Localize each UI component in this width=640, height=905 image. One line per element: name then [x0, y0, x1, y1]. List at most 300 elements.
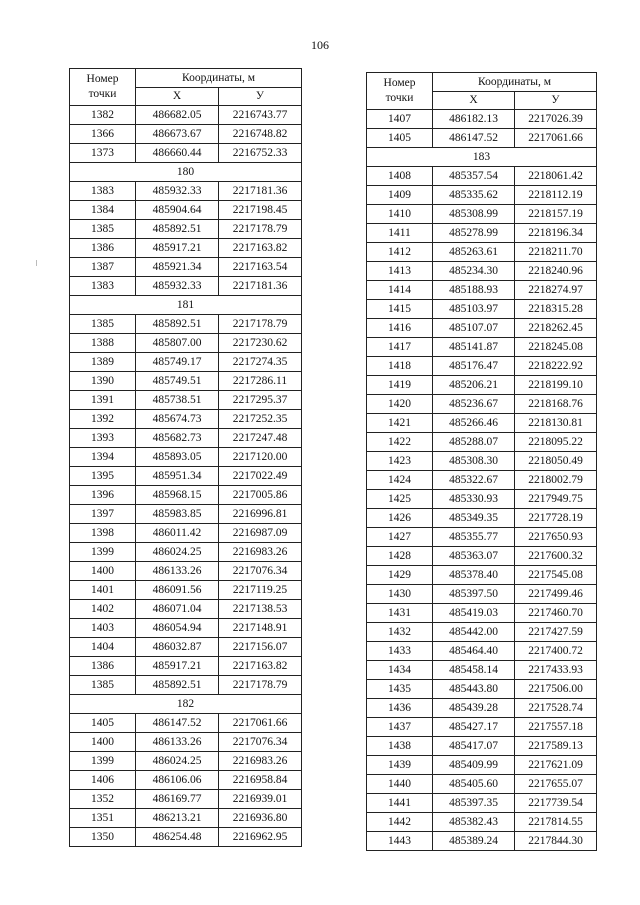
y-coordinate-cell: 2217076.34 [219, 733, 302, 752]
point-number-cell: 1400 [70, 562, 136, 581]
y-coordinate-cell: 2216752.33 [219, 144, 302, 163]
y-coordinate-cell: 2217120.00 [219, 448, 302, 467]
y-coordinate-cell: 2217252.35 [219, 410, 302, 429]
point-number-cell: 1403 [70, 619, 136, 638]
group-label: 183 [367, 148, 597, 167]
y-coordinate-cell: 2217119.25 [219, 581, 302, 600]
point-number-cell: 1406 [70, 771, 136, 790]
x-coordinate-cell: 486673.67 [136, 125, 219, 144]
table-row [70, 448, 302, 467]
y-coordinate-cell: 2216983.26 [219, 543, 302, 562]
point-number-cell: 1399 [70, 752, 136, 771]
group-row [70, 163, 302, 182]
x-coordinate-cell: 485983.85 [136, 505, 219, 524]
table-row [367, 718, 597, 737]
y-coordinate-cell: 2218002.79 [515, 471, 597, 490]
point-number-cell: 1395 [70, 467, 136, 486]
table-row [367, 186, 597, 205]
point-number-cell: 1402 [70, 600, 136, 619]
point-number-cell: 1350 [70, 828, 136, 847]
header-coordinates: Координаты, м [136, 69, 302, 88]
y-coordinate-cell: 2217589.13 [515, 737, 597, 756]
x-coordinate-cell: 486133.26 [136, 733, 219, 752]
table-row [70, 353, 302, 372]
point-number-cell: 1442 [367, 813, 433, 832]
y-coordinate-cell: 2218199.10 [515, 376, 597, 395]
x-coordinate-cell: 485464.40 [433, 642, 515, 661]
y-coordinate-cell: 2216962.95 [219, 828, 302, 847]
point-number-cell: 1385 [70, 315, 136, 334]
y-coordinate-cell: 2217433.93 [515, 661, 597, 680]
y-coordinate-cell: 2217178.79 [219, 315, 302, 334]
y-coordinate-cell: 2217274.35 [219, 353, 302, 372]
point-number-cell: 1407 [367, 110, 433, 129]
table-row [367, 433, 597, 452]
x-coordinate-cell: 486660.44 [136, 144, 219, 163]
point-number-cell: 1440 [367, 775, 433, 794]
x-coordinate-cell: 485405.60 [433, 775, 515, 794]
header-point-number-text: Номер точки [383, 77, 416, 104]
x-coordinate-cell: 485409.99 [433, 756, 515, 775]
y-coordinate-cell: 2217600.32 [515, 547, 597, 566]
table-row [70, 638, 302, 657]
point-number-cell: 1373 [70, 144, 136, 163]
y-coordinate-cell: 2218315.28 [515, 300, 597, 319]
table-row [70, 144, 302, 163]
point-number-cell: 1427 [367, 528, 433, 547]
y-coordinate-cell: 2217022.49 [219, 467, 302, 486]
x-coordinate-cell: 485674.73 [136, 410, 219, 429]
y-coordinate-cell: 2217163.54 [219, 258, 302, 277]
y-coordinate-cell: 2218240.96 [515, 262, 597, 281]
table-row [70, 467, 302, 486]
table-body-right [367, 110, 597, 851]
group-row [70, 296, 302, 315]
x-coordinate-cell: 486106.06 [136, 771, 219, 790]
y-coordinate-cell: 2217026.39 [515, 110, 597, 129]
x-coordinate-cell: 485335.62 [433, 186, 515, 205]
y-coordinate-cell: 2218211.70 [515, 243, 597, 262]
table-row [367, 566, 597, 585]
table-row [367, 813, 597, 832]
header-point-number [367, 73, 433, 110]
header-x: X [136, 87, 219, 106]
y-coordinate-cell: 2217061.66 [219, 714, 302, 733]
x-coordinate-cell: 486147.52 [136, 714, 219, 733]
table-body-left [70, 106, 302, 847]
table-row [367, 832, 597, 851]
point-number-cell: 1393 [70, 429, 136, 448]
x-coordinate-cell: 485738.51 [136, 391, 219, 410]
table-row [367, 794, 597, 813]
table-row [70, 410, 302, 429]
table-row [367, 452, 597, 471]
point-number-cell: 1404 [70, 638, 136, 657]
y-coordinate-cell: 2217528.74 [515, 699, 597, 718]
y-coordinate-cell: 2217295.37 [219, 391, 302, 410]
x-coordinate-cell: 485308.30 [433, 452, 515, 471]
table-row [70, 239, 302, 258]
y-coordinate-cell: 2217286.11 [219, 372, 302, 391]
y-coordinate-cell: 2217814.55 [515, 813, 597, 832]
table-row [70, 676, 302, 695]
y-coordinate-cell: 2217728.19 [515, 509, 597, 528]
x-coordinate-cell: 485263.61 [433, 243, 515, 262]
group-row [367, 148, 597, 167]
point-number-cell: 1383 [70, 277, 136, 296]
x-coordinate-cell: 486213.21 [136, 809, 219, 828]
y-coordinate-cell: 2217557.18 [515, 718, 597, 737]
y-coordinate-cell: 2217506.00 [515, 680, 597, 699]
y-coordinate-cell: 2216958.84 [219, 771, 302, 790]
x-coordinate-cell: 485917.21 [136, 657, 219, 676]
point-number-cell: 1385 [70, 220, 136, 239]
y-coordinate-cell: 2217621.09 [515, 756, 597, 775]
table-row [367, 205, 597, 224]
y-coordinate-cell: 2217148.91 [219, 619, 302, 638]
point-number-cell: 1432 [367, 623, 433, 642]
x-coordinate-cell: 485951.34 [136, 467, 219, 486]
table-row [367, 585, 597, 604]
table-row [367, 509, 597, 528]
x-coordinate-cell: 486024.25 [136, 752, 219, 771]
x-coordinate-cell: 485807.00 [136, 334, 219, 353]
x-coordinate-cell: 486682.05 [136, 106, 219, 125]
table-row [367, 262, 597, 281]
point-number-cell: 1436 [367, 699, 433, 718]
y-coordinate-cell: 2217198.45 [219, 201, 302, 220]
y-coordinate-cell: 2217427.59 [515, 623, 597, 642]
header-x: X [433, 91, 515, 110]
y-coordinate-cell: 2217181.36 [219, 182, 302, 201]
y-coordinate-cell: 2218196.34 [515, 224, 597, 243]
point-number-cell: 1394 [70, 448, 136, 467]
table-row [70, 201, 302, 220]
x-coordinate-cell: 485904.64 [136, 201, 219, 220]
point-number-cell: 1421 [367, 414, 433, 433]
point-number-cell: 1366 [70, 125, 136, 144]
table-row [367, 376, 597, 395]
table-row [367, 680, 597, 699]
point-number-cell: 1423 [367, 452, 433, 471]
point-number-cell: 1386 [70, 657, 136, 676]
point-number-cell: 1419 [367, 376, 433, 395]
x-coordinate-cell: 485892.51 [136, 315, 219, 334]
y-coordinate-cell: 2217138.53 [219, 600, 302, 619]
point-number-cell: 1351 [70, 809, 136, 828]
table-row [367, 224, 597, 243]
point-number-cell: 1443 [367, 832, 433, 851]
table-row [367, 338, 597, 357]
point-number-cell: 1382 [70, 106, 136, 125]
point-number-cell: 1434 [367, 661, 433, 680]
y-coordinate-cell: 2217460.70 [515, 604, 597, 623]
x-coordinate-cell: 485389.24 [433, 832, 515, 851]
x-coordinate-cell: 485968.15 [136, 486, 219, 505]
table-row [70, 182, 302, 201]
x-coordinate-cell: 485417.07 [433, 737, 515, 756]
point-number-cell: 1425 [367, 490, 433, 509]
table-row [70, 391, 302, 410]
x-coordinate-cell: 485892.51 [136, 220, 219, 239]
table-row [70, 771, 302, 790]
x-coordinate-cell: 485442.00 [433, 623, 515, 642]
x-coordinate-cell: 485363.07 [433, 547, 515, 566]
y-coordinate-cell: 2218262.45 [515, 319, 597, 338]
y-coordinate-cell: 2217844.30 [515, 832, 597, 851]
y-coordinate-cell: 2217739.54 [515, 794, 597, 813]
x-coordinate-cell: 485308.99 [433, 205, 515, 224]
table-row [367, 528, 597, 547]
header-coordinates: Координаты, м [433, 73, 597, 92]
y-coordinate-cell: 2217949.75 [515, 490, 597, 509]
table-row [367, 281, 597, 300]
group-label: 181 [70, 296, 302, 315]
table-row [367, 490, 597, 509]
header-y: У [515, 91, 597, 110]
point-number-cell: 1415 [367, 300, 433, 319]
table-row [70, 315, 302, 334]
x-coordinate-cell: 485103.97 [433, 300, 515, 319]
point-number-cell: 1426 [367, 509, 433, 528]
point-number-cell: 1405 [367, 129, 433, 148]
y-coordinate-cell: 2217650.93 [515, 528, 597, 547]
table-row [70, 581, 302, 600]
header-point-number [70, 69, 136, 106]
table-row [70, 619, 302, 638]
y-coordinate-cell: 2217499.46 [515, 585, 597, 604]
y-coordinate-cell: 2218095.22 [515, 433, 597, 452]
table-row [367, 661, 597, 680]
x-coordinate-cell: 486182.13 [433, 110, 515, 129]
point-number-cell: 1383 [70, 182, 136, 201]
point-number-cell: 1392 [70, 410, 136, 429]
table-row [367, 547, 597, 566]
table-row [70, 277, 302, 296]
x-coordinate-cell: 486091.56 [136, 581, 219, 600]
point-number-cell: 1391 [70, 391, 136, 410]
point-number-cell: 1437 [367, 718, 433, 737]
table-row [70, 790, 302, 809]
x-coordinate-cell: 485749.51 [136, 372, 219, 391]
x-coordinate-cell: 485206.21 [433, 376, 515, 395]
point-number-cell: 1400 [70, 733, 136, 752]
table-row [70, 562, 302, 581]
y-coordinate-cell: 2217655.07 [515, 775, 597, 794]
x-coordinate-cell: 485288.07 [433, 433, 515, 452]
point-number-cell: 1397 [70, 505, 136, 524]
x-coordinate-cell: 485357.54 [433, 167, 515, 186]
x-coordinate-cell: 486024.25 [136, 543, 219, 562]
y-coordinate-cell: 2216983.26 [219, 752, 302, 771]
coordinates-table-right [366, 72, 597, 851]
y-coordinate-cell: 2217005.86 [219, 486, 302, 505]
x-coordinate-cell: 485893.05 [136, 448, 219, 467]
x-coordinate-cell: 486254.48 [136, 828, 219, 847]
point-number-cell: 1420 [367, 395, 433, 414]
point-number-cell: 1386 [70, 239, 136, 258]
table-row [367, 471, 597, 490]
table-row [367, 129, 597, 148]
table-row [70, 524, 302, 543]
table-row [70, 220, 302, 239]
x-coordinate-cell: 485397.35 [433, 794, 515, 813]
y-coordinate-cell: 2218168.76 [515, 395, 597, 414]
x-coordinate-cell: 486011.42 [136, 524, 219, 543]
table-row [70, 714, 302, 733]
table-row [70, 600, 302, 619]
point-number-cell: 1411 [367, 224, 433, 243]
point-number-cell: 1429 [367, 566, 433, 585]
y-coordinate-cell: 2216936.80 [219, 809, 302, 828]
point-number-cell: 1416 [367, 319, 433, 338]
point-number-cell: 1418 [367, 357, 433, 376]
point-number-cell: 1408 [367, 167, 433, 186]
point-number-cell: 1413 [367, 262, 433, 281]
x-coordinate-cell: 485322.67 [433, 471, 515, 490]
x-coordinate-cell: 485917.21 [136, 239, 219, 258]
y-coordinate-cell: 2217181.36 [219, 277, 302, 296]
x-coordinate-cell: 486133.26 [136, 562, 219, 581]
point-number-cell: 1405 [70, 714, 136, 733]
point-number-cell: 1398 [70, 524, 136, 543]
x-coordinate-cell: 485188.93 [433, 281, 515, 300]
x-coordinate-cell: 485234.30 [433, 262, 515, 281]
table-row [367, 319, 597, 338]
table-row [367, 357, 597, 376]
coordinates-table-left [69, 68, 302, 847]
table-row [367, 737, 597, 756]
y-coordinate-cell: 2217230.62 [219, 334, 302, 353]
y-coordinate-cell: 2217545.08 [515, 566, 597, 585]
x-coordinate-cell: 486054.94 [136, 619, 219, 638]
point-number-cell: 1417 [367, 338, 433, 357]
x-coordinate-cell: 485921.34 [136, 258, 219, 277]
point-number-cell: 1441 [367, 794, 433, 813]
point-number-cell: 1410 [367, 205, 433, 224]
table-row [367, 642, 597, 661]
table-row [367, 699, 597, 718]
y-coordinate-cell: 2218222.92 [515, 357, 597, 376]
table-row [367, 110, 597, 129]
point-number-cell: 1412 [367, 243, 433, 262]
point-number-cell: 1431 [367, 604, 433, 623]
x-coordinate-cell: 485330.93 [433, 490, 515, 509]
y-coordinate-cell: 2217061.66 [515, 129, 597, 148]
y-coordinate-cell: 2218130.81 [515, 414, 597, 433]
point-number-cell: 1384 [70, 201, 136, 220]
y-coordinate-cell: 2216939.01 [219, 790, 302, 809]
point-number-cell: 1385 [70, 676, 136, 695]
y-coordinate-cell: 2218157.19 [515, 205, 597, 224]
table-row [367, 414, 597, 433]
point-number-cell: 1424 [367, 471, 433, 490]
table-row [70, 372, 302, 391]
x-coordinate-cell: 486169.77 [136, 790, 219, 809]
point-number-cell: 1390 [70, 372, 136, 391]
x-coordinate-cell: 485236.67 [433, 395, 515, 414]
x-coordinate-cell: 485682.73 [136, 429, 219, 448]
point-number-cell: 1433 [367, 642, 433, 661]
x-coordinate-cell: 485443.80 [433, 680, 515, 699]
header-y: У [219, 87, 302, 106]
table-row [70, 752, 302, 771]
y-coordinate-cell: 2217247.48 [219, 429, 302, 448]
point-number-cell: 1352 [70, 790, 136, 809]
x-coordinate-cell: 485397.50 [433, 585, 515, 604]
x-coordinate-cell: 486147.52 [433, 129, 515, 148]
header-point-number-text: Номер точки [86, 73, 119, 100]
point-number-cell: 1430 [367, 585, 433, 604]
y-coordinate-cell: 2217156.07 [219, 638, 302, 657]
point-number-cell: 1387 [70, 258, 136, 277]
table-row [70, 125, 302, 144]
x-coordinate-cell: 485378.40 [433, 566, 515, 585]
x-coordinate-cell: 485382.43 [433, 813, 515, 832]
x-coordinate-cell: 485419.03 [433, 604, 515, 623]
table-row [367, 775, 597, 794]
table-row [70, 809, 302, 828]
table-row [70, 657, 302, 676]
x-coordinate-cell: 485141.87 [433, 338, 515, 357]
y-coordinate-cell: 2217163.82 [219, 657, 302, 676]
table-row [70, 486, 302, 505]
table-row [70, 106, 302, 125]
table-row [70, 258, 302, 277]
point-number-cell: 1389 [70, 353, 136, 372]
x-coordinate-cell: 485266.46 [433, 414, 515, 433]
x-coordinate-cell: 485439.28 [433, 699, 515, 718]
point-number-cell: 1399 [70, 543, 136, 562]
page-number: 106 [311, 38, 329, 52]
y-coordinate-cell: 2217178.79 [219, 220, 302, 239]
point-number-cell: 1439 [367, 756, 433, 775]
x-coordinate-cell: 485932.33 [136, 182, 219, 201]
y-coordinate-cell: 2218050.49 [515, 452, 597, 471]
table-row [70, 828, 302, 847]
y-coordinate-cell: 2217163.82 [219, 239, 302, 258]
table-row [367, 300, 597, 319]
y-coordinate-cell: 2216996.81 [219, 505, 302, 524]
x-coordinate-cell: 485107.07 [433, 319, 515, 338]
table-row [367, 756, 597, 775]
x-coordinate-cell: 485892.51 [136, 676, 219, 695]
x-coordinate-cell: 485427.17 [433, 718, 515, 737]
x-coordinate-cell: 485349.35 [433, 509, 515, 528]
x-coordinate-cell: 486032.87 [136, 638, 219, 657]
group-row [70, 695, 302, 714]
point-number-cell: 1438 [367, 737, 433, 756]
table-row [367, 604, 597, 623]
point-number-cell: 1388 [70, 334, 136, 353]
x-coordinate-cell: 485355.77 [433, 528, 515, 547]
point-number-cell: 1401 [70, 581, 136, 600]
y-coordinate-cell: 2216748.82 [219, 125, 302, 144]
point-number-cell: 1422 [367, 433, 433, 452]
point-number-cell: 1409 [367, 186, 433, 205]
y-coordinate-cell: 2217178.79 [219, 676, 302, 695]
table-row [70, 505, 302, 524]
table-row [367, 623, 597, 642]
x-coordinate-cell: 485278.99 [433, 224, 515, 243]
y-coordinate-cell: 2217400.72 [515, 642, 597, 661]
y-coordinate-cell: 2218274.97 [515, 281, 597, 300]
x-coordinate-cell: 485932.33 [136, 277, 219, 296]
x-coordinate-cell: 485176.47 [433, 357, 515, 376]
table-row [367, 243, 597, 262]
point-number-cell: 1414 [367, 281, 433, 300]
point-number-cell: 1428 [367, 547, 433, 566]
